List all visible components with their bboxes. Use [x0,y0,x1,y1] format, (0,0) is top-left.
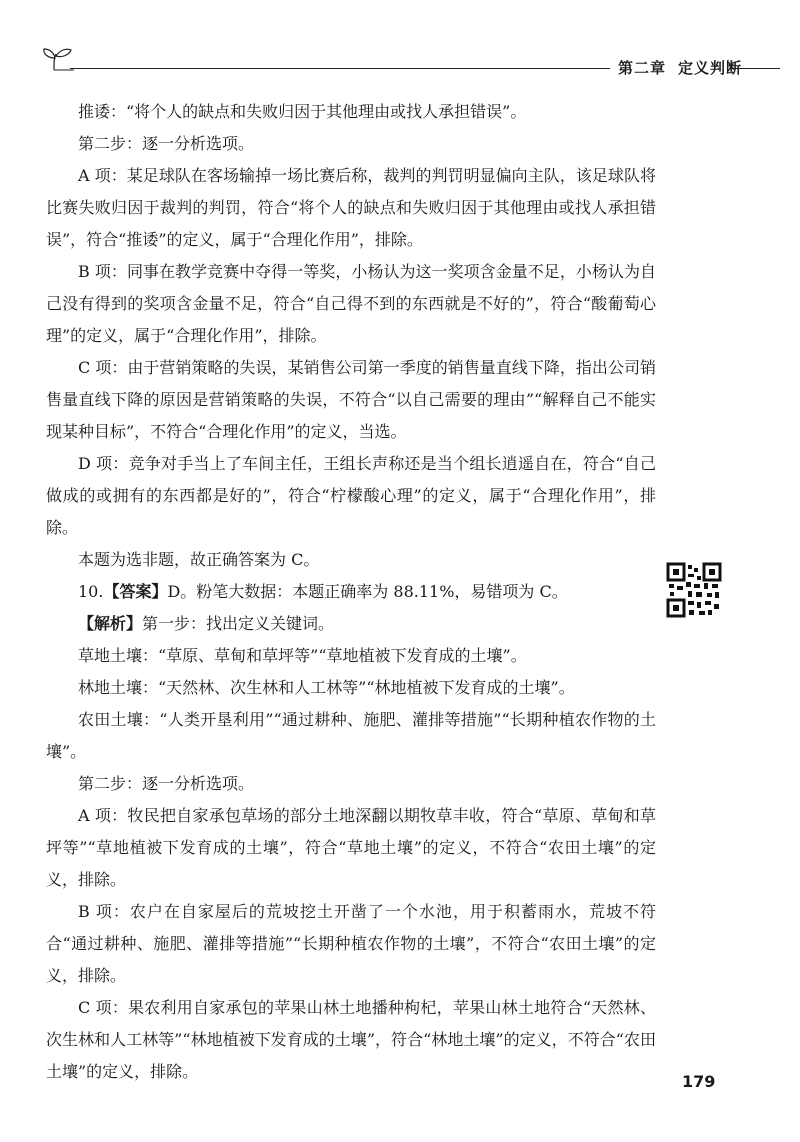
paragraph: A 项：某足球队在客场输掉一场比赛后称，裁判的判罚明显偏向主队，该足球队将比赛失败归因于裁判的判罚，符合“将个人的缺点和失败归因于其他理由或找人承担错误”，符合“推诿”的定义，属于“合理化作用”，排除。 [46,166,656,249]
page-number: 179 [682,1072,716,1091]
paragraph: 草地土壤：“草原、草甸和草坪等”“草地植被下发育成的土壤”。 [78,646,527,665]
paragraph: C 项：果农利用自家承包的苹果山林土地播种枸杞，苹果山林土地符合“天然林、次生林和人工林等”“林地植被下发育成的土壤”，符合“林地土壤”的定义，不符合“农田土壤”的定义，排除。 [46,998,656,1081]
answer-line [46,576,656,608]
paragraph: A 项：牧民把自家承包草场的部分土地深翻以期牧草丰收，符合“草原、草甸和草坪等”“草地植被下发育成的土壤”，符合“草地土壤”的定义，不符合“农田土壤”的定义，排除。 [46,806,656,889]
paragraph: C 项：由于营销策略的失误，某销售公司第一季度的销售量直线下降，指出公司销售量直线下降的原因是营销策略的失误，不符合“以自己需要的理由”“解释自己不能实现某种目标”，不符合“合理化作用”的定义，当选。 [46,358,656,441]
question-number: 10. [78,582,104,601]
paragraph: 农田土壤：“人类开垦利用”“通过耕种、施肥、灌排等措施”“长期种植农作物的土壤”。 [46,710,656,761]
paragraph: 林地土壤：“天然林、次生林和人工林等”“林地植被下发育成的土壤”。 [78,678,575,697]
qr-code-icon[interactable] [666,562,722,618]
section-label: 定义判断 [678,59,743,77]
page-header [40,40,780,88]
paragraph: 本题为选非题，故正确答案为 C。 [78,550,320,569]
analysis-line [46,608,656,640]
paragraph: 第二步：逐一分析选项。 [78,774,255,793]
analysis-label: 【解析】 [78,614,143,633]
paragraph: 推诿：“将个人的缺点和失败归因于其他理由或找人承担错误”。 [78,102,527,121]
paragraph: B 项：农户在自家屋后的荒坡挖土开凿了一个水池，用于积蓄雨水，荒坡不符合“通过耕种、施肥、灌排等措施”“长期种植农作物的土壤”，不符合“农田土壤”的定义，排除。 [46,902,656,985]
chapter-label: 第二章 [618,59,667,77]
analysis-text: 第一步：找出定义关键词。 [142,614,335,633]
page-body [46,96,656,1088]
answer-text: D。粉笔大数据：本题正确率为 88.11%，易错项为 C。 [167,582,568,601]
answer-label: 【答案】 [103,582,168,601]
paragraph: B 项：同事在教学竞赛中夺得一等奖，小杨认为这一奖项含金量不足，小杨认为自己没有得到的奖项含金量不足，符合“自己得不到的东西就是不好的”，符合“酸葡萄心理”的定义，属于“合理化作用”，排除。 [46,262,656,345]
paragraph: 第二步：逐一分析选项。 [78,134,255,153]
paragraph: D 项：竞争对手当上了车间主任，王组长声称还是当个组长逍遥自在，符合“自己做成的或拥有的东西都是好的”，符合“柠檬酸心理”的定义，属于“合理化作用”，排除。 [46,454,656,537]
header-rule-right [730,68,780,69]
chapter-title [618,57,743,78]
header-rule-left [70,68,610,69]
sprout-icon [40,46,74,72]
